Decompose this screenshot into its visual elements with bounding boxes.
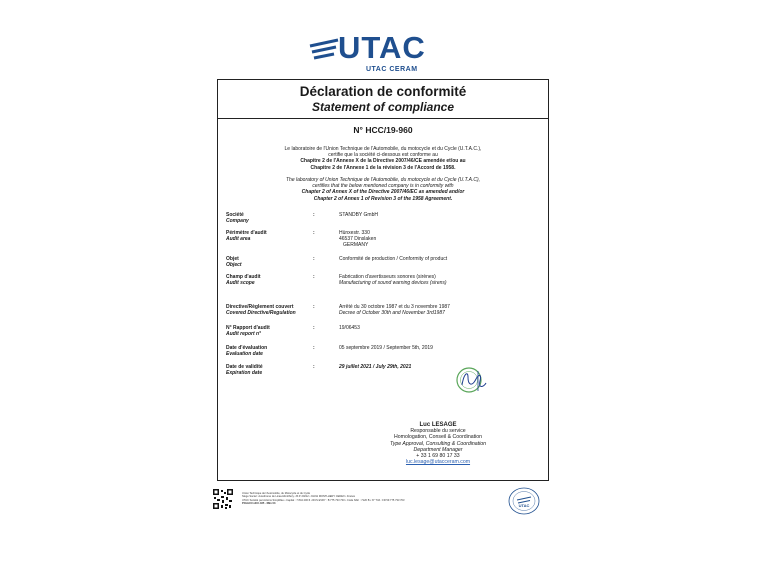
intro-en-line: certifies that the below mentioned company is in conformity with xyxy=(312,183,454,190)
field-label: Champ d'audit xyxy=(226,274,261,280)
intro-fr-line: certifie que la société ci-dessous est conforme au xyxy=(328,152,438,159)
field-colon: : xyxy=(313,364,315,370)
field-value: 29 juillet 2021 / July 29th, 2021 xyxy=(339,364,412,370)
signatory-title: Responsable du service xyxy=(410,428,466,435)
intro-en-line: Chapter 2 of Annex 1 of Revision 3 of the 1958 Agreement. xyxy=(313,195,453,202)
field-label: Evaluation date xyxy=(226,351,263,357)
intro-french xyxy=(228,146,538,171)
field-value: Arrêté du 30 octobre 1987 et du 3 novembre 1987 xyxy=(339,304,450,310)
field-colon: : xyxy=(313,274,315,280)
field-value: Fabrication d'avertisseurs sonores (sirènes) xyxy=(339,274,436,280)
field-label: Audit report n° xyxy=(226,331,262,337)
signatory-title: Department Manager xyxy=(413,446,463,453)
field-colon: : xyxy=(313,256,315,262)
field-colon: : xyxy=(313,345,315,351)
signatory-name: Luc LESAGE xyxy=(419,422,457,428)
field-label: Date de validité xyxy=(226,364,263,370)
field-label: N° Rapport d'audit xyxy=(226,325,270,331)
signatory-title: Homologation, Conseil & Coordination xyxy=(394,434,482,441)
field-value: Decree of October 30th and November 3rd1987 xyxy=(339,310,445,316)
intro-fr-line: Chapitre 2 de l'Annexe 1 de la révision 3 de l'Accord de 1958. xyxy=(310,164,456,171)
utac-swoosh-icon xyxy=(308,38,342,62)
footer-legal xyxy=(242,492,482,506)
certification-stamp-icon xyxy=(507,486,541,516)
signatory-phone: + 33 1 69 80 17 33 xyxy=(416,453,460,460)
field-value: Conformité de production / Conformity of product xyxy=(339,256,448,262)
field-label: Date d'évaluation xyxy=(226,345,268,351)
field-value: 19/06453 xyxy=(339,325,360,331)
field-value: STANDBY GmbH xyxy=(339,212,378,218)
page-subtitle: Statement of compliance xyxy=(311,100,455,114)
footer-line: Union Technique de l'Automobile, du Motocycle et du Cycle xyxy=(242,492,311,495)
field-label: Object xyxy=(226,262,242,268)
field-value: Hünxestr. 330 xyxy=(339,230,370,236)
field-colon: : xyxy=(313,230,315,236)
intro-fr-line: Chapitre 2 de l'Annexe X de la Directive 2007/46/CE amendée et/ou au xyxy=(300,158,466,165)
signature-block xyxy=(338,422,538,465)
field-value: 46537 Dinslaken xyxy=(339,236,377,242)
intro-fr-line: Le laboratoire de l'Union Technique de l'Automobile, du motocycle et du Cycle (U.T.A.C.), xyxy=(284,146,482,152)
intro-en-line: Chapter 2 of Annex X of the Directive 2007/46/EC as amended and/or xyxy=(301,189,465,196)
intro-en-line: The laboratory of Union Technique de l'Automobile, du motocycle et du Cycle (U.T.A.C), xyxy=(285,177,481,183)
field-label: Audit scope xyxy=(226,280,255,286)
certificate-page xyxy=(200,22,568,552)
field-label: Directive/Règlement couvert xyxy=(226,304,294,310)
field-label: Société xyxy=(226,212,244,218)
certificate-number: N° HCC/19-960 xyxy=(353,125,413,135)
field-value: 05 septembre 2019 / September 5th, 2019 xyxy=(339,345,433,351)
qr-code-icon xyxy=(212,488,234,510)
certificate-frame xyxy=(217,79,549,481)
footer-line: Siège Social : Autodrome de Linas-Montlhéry • B.P. 20212 • 91311 MONTLHERY CEDEX • France xyxy=(242,495,356,499)
seal-signature-icon xyxy=(456,363,490,397)
page-title: Déclaration de conformité xyxy=(299,84,467,99)
intro-english xyxy=(228,177,538,202)
field-colon: : xyxy=(313,325,315,331)
signatory-title: Type Approval, Consulting & Coordination xyxy=(389,440,487,447)
field-label: Company xyxy=(226,218,249,224)
signatory-email-link[interactable]: luc.lesage@utacceram.com xyxy=(405,459,471,466)
field-label: Expiration date xyxy=(226,370,263,376)
field-label: Objet xyxy=(226,256,239,262)
logo-wordmark: UTAC xyxy=(338,30,426,65)
footer-reference: POLHCC.HCC.025 - RBv 03 xyxy=(242,502,276,506)
footer-line: UTAC Société par Actions Simplifiée • Capital : 7 844 400 € • RCS EVRY : B 775 733 703 • Code NAF : 7120 B • N° TVA : FR 59 775 733 703 xyxy=(242,498,405,502)
field-label: Covered Directive/Regulation xyxy=(226,310,296,316)
field-value: Manufacturing of sound warning devices (sirens) xyxy=(339,280,447,286)
field-colon: : xyxy=(313,304,315,310)
field-label: Audit area xyxy=(226,236,251,242)
divider xyxy=(218,118,548,119)
utac-logo xyxy=(308,32,468,72)
field-value: GERMANY xyxy=(343,242,369,248)
logo-subtitle: UTAC CERAM xyxy=(366,66,418,73)
svg-text:UTAC: UTAC xyxy=(518,503,530,508)
field-colon: : xyxy=(313,212,315,218)
field-label: Périmètre d'audit xyxy=(226,230,267,236)
